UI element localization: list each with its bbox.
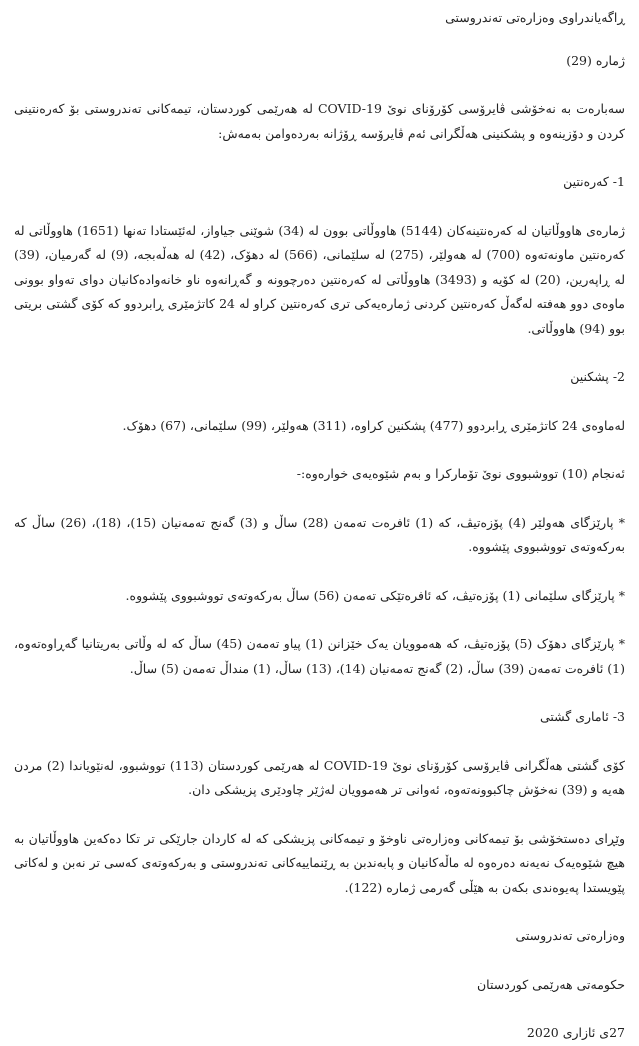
doc-number: ژمارە (29) (566, 52, 625, 68)
closing-paragraph: وێڕای دەستخۆشی بۆ تیمەکانی وەزارەتی ناوخۆ و تیمەکانی پزیشکی کە لە کاردان جارێکی تر تکا دەکەین هاووڵاتیان بە هیچ شێوەیەک نەیەنە دەرەوە لە ماڵەکانیان و پابەندبن بە ڕێنماییەکانی تەندروستی و بەرکەوتەی کەسی تر نەبن و لەکاتی پێویستدا پەیوەندی بکەن بە هێڵی گەرمی ژمارە (122). (14, 830, 625, 895)
doc-header: ڕاگەیاندراوی وەزارەتی تەندروستی (445, 10, 625, 25)
section-quarantine-title: 1- کەرەنتین (563, 174, 625, 189)
section-testing-title: 2- پشکنین (570, 369, 625, 384)
section-testing-text: لەماوەی 24 کاتژمێری ڕابردوو (477) پشکنین کراوە، (311) هەولێر، (99) سلێمانی، (67) دهۆک. (122, 417, 625, 433)
intro-paragraph: سەبارەت بە نەخۆشی ڤایرۆسی کۆرۆنای نوێ COVID-19 لە هەرێمی کوردستان، تیمەکانی تەندروستی بۆ کەرەنتینی کردن و دۆزینەوە و پشکنینی هەڵگرانی ئەم ڤایرۆسە ڕۆژانە بەردەوامن بەمەش: (14, 101, 625, 141)
bullet-erbil: * پارێزگای هەولێر (4) پۆزەتیڤ، کە (1) ئافرەت تەمەن (28) ساڵ و (3) گەنج تەمەنیان (15)، (18)، (26) ساڵ کە بەرکەوتەی تووشبووی پێشووە. (14, 514, 626, 554)
bullet-duhok: * پارێزگای دهۆک (5) پۆزەتیڤ، کە هەموویان یەک خێزانن (1) پیاو تەمەن (45) ساڵ کە لە وڵاتی بەریتانیا گەڕاوەتەوە، (1) ئافرەت تەمەن (39) ساڵ، (2) گەنج تەمەنیان (14)، (13) ساڵ، (1) منداڵ تەمەن (5) ساڵ. (14, 636, 625, 676)
signature-government: حکومەتی هەرێمی کوردستان (476, 976, 625, 992)
doc-date: 27ی ئازاری 2020 (526, 1025, 625, 1040)
signature-ministry: وەزارەتی تەندروستی (515, 928, 625, 943)
bullet-sulaymaniyah: * پارێزگای سلێمانی (1) پۆزەتیڤ، کە ئافرەتێکی تەمەن (56) ساڵ بەرکەوتەی تووشبووی پێشووە. (125, 587, 625, 603)
section-statistics-text: کۆی گشتی هەڵگرانی ڤایرۆسی کۆرۆنای نوێ COVID-19 لە هەرێمی کوردستان (113) تووشبوو، لەنێویاندا (2) مردن هەیە و (39) نەخۆش چاکبوونەتەوە، ئەوانی تر هەموویان لەژێر چاودێری پزیشکی دان. (14, 757, 625, 797)
section-quarantine-text: ژمارەی هاووڵاتیان لە کەرەنتینەکان (5144) هاووڵاتی بوون لە (34) شوێنی جیاواز، لەئێستادا تەنها (1651) هاووڵاتی لە کەرەنتین ماونەتەوە (700) لە هەولێر، (275) لە سلێمانی، (566) لە دهۆک، (42) لە هەڵەبجە، (9) لە گەرمیان، (39) لە ڕاپەرین، (20) لە کۆیە و (3493) هاووڵاتی لە کەرەنتین دەرچوونە و گەڕانەوە ناو خانەوادەکانیان دوای تەواو بوونی ماوەی دوو هەفتە لەگەڵ کەرەنتین کردنی ژمارەیەکی تری کەرەنتین کراو لە 24 کاتژمێری ڕابردوو کە کۆی گشتی بریتی بوو (94) هاووڵاتی. (14, 222, 626, 336)
section-statistics-title: 3- ئاماری گشتی (539, 709, 625, 724)
testing-result: ئەنجام (10) تووشبووی نوێ تۆمارکرا و بەم شێوەیەی خوارەوە:- (296, 466, 625, 481)
